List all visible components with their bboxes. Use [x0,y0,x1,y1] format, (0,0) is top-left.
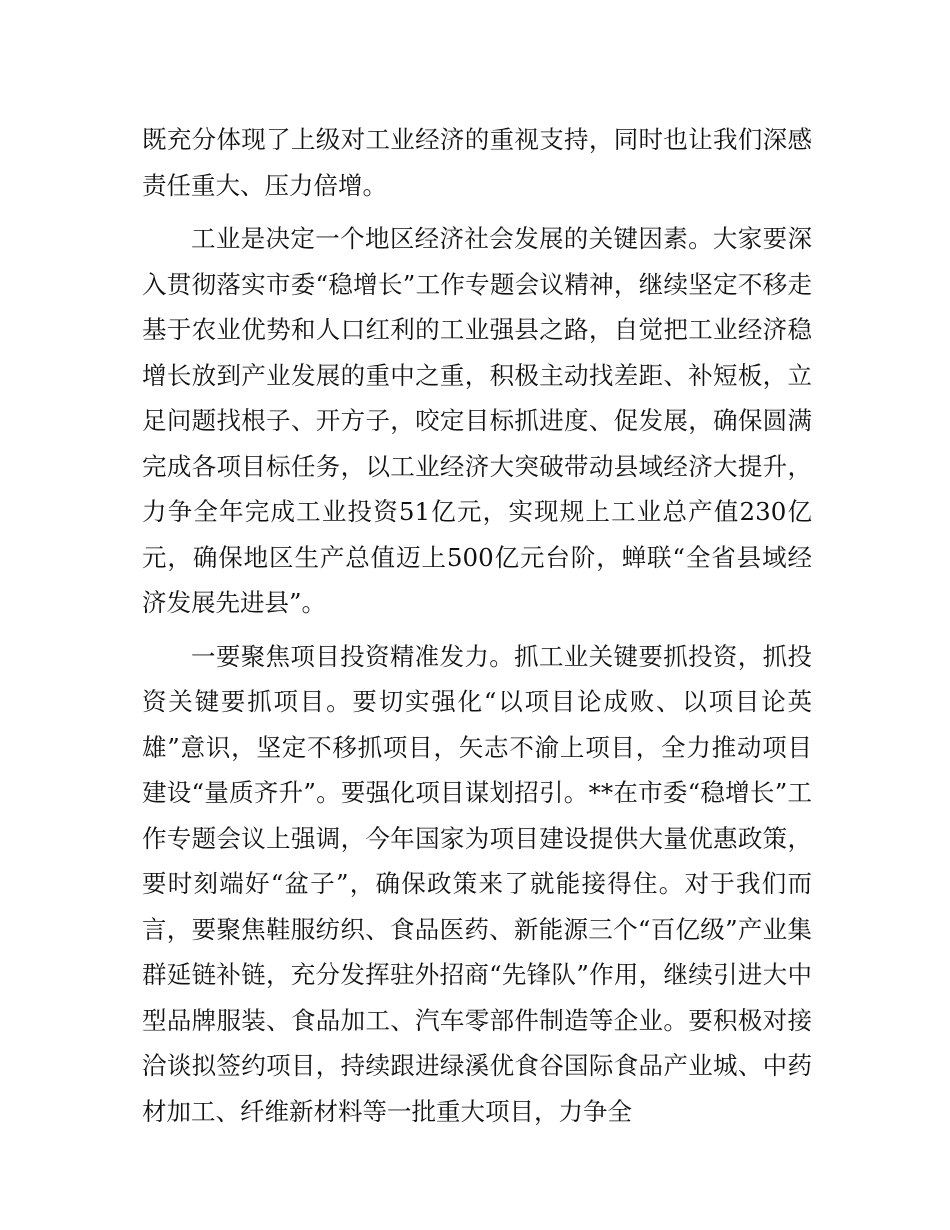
paragraph-continuation: 既充分体现了上级对工业经济的重视支持，同时也让我们深感责任重大、压力倍增。 [142,125,812,200]
document-body [142,117,812,1134]
paragraph-project-investment: 一要聚焦项目投资精准发力。抓工业关键要抓投资，抓投资关键要抓项目。要切实强化“以项目论成败、以项目论英雄”意识，坚定不移抓项目，矢志不渝上项目，全力推动项目建设“量质齐升”。要强化项目谋划招引。**在市委“稳增长”工作专题会议上强调，今年国家为项目建设提供大量优惠政策，要时刻端好“盆子”，确保政策来了就能接得住。对于我们而言，要聚焦鞋服纺织、食品医药、新能源三个“百亿级”产业集群延链补链，充分发挥驻外招商“先锋队”作用，继续引进大中型品牌服装、食品加工、汽车零部件制造等企业。要积极对接洽谈拟签约项目，持续跟进绿溪优食谷国际食品产业城、中药材加工、纤维新材料等一批重大项目，力争全 [142,641,812,1126]
paragraph-industry-key-factor: 工业是决定一个地区经济社会发展的关键因素。大家要深入贯彻落实市委“稳增长”工作专题会议精神，继续坚定不移走基于农业优势和人口红利的工业强县之路，自觉把工业经济稳增长放到产业发展的重中之重，积极主动找差距、补短板，立足问题找根子、开方子，咬定目标抓进度、促发展，确保圆满完成各项目标任务，以工业经济大突破带动县域经济大提升，力争全年完成工业投资51亿元，实现规上工业总产值230亿元，确保地区生产总值迈上500亿元台阶，蝉联“全省县域经济发展先进县”。 [142,224,812,617]
